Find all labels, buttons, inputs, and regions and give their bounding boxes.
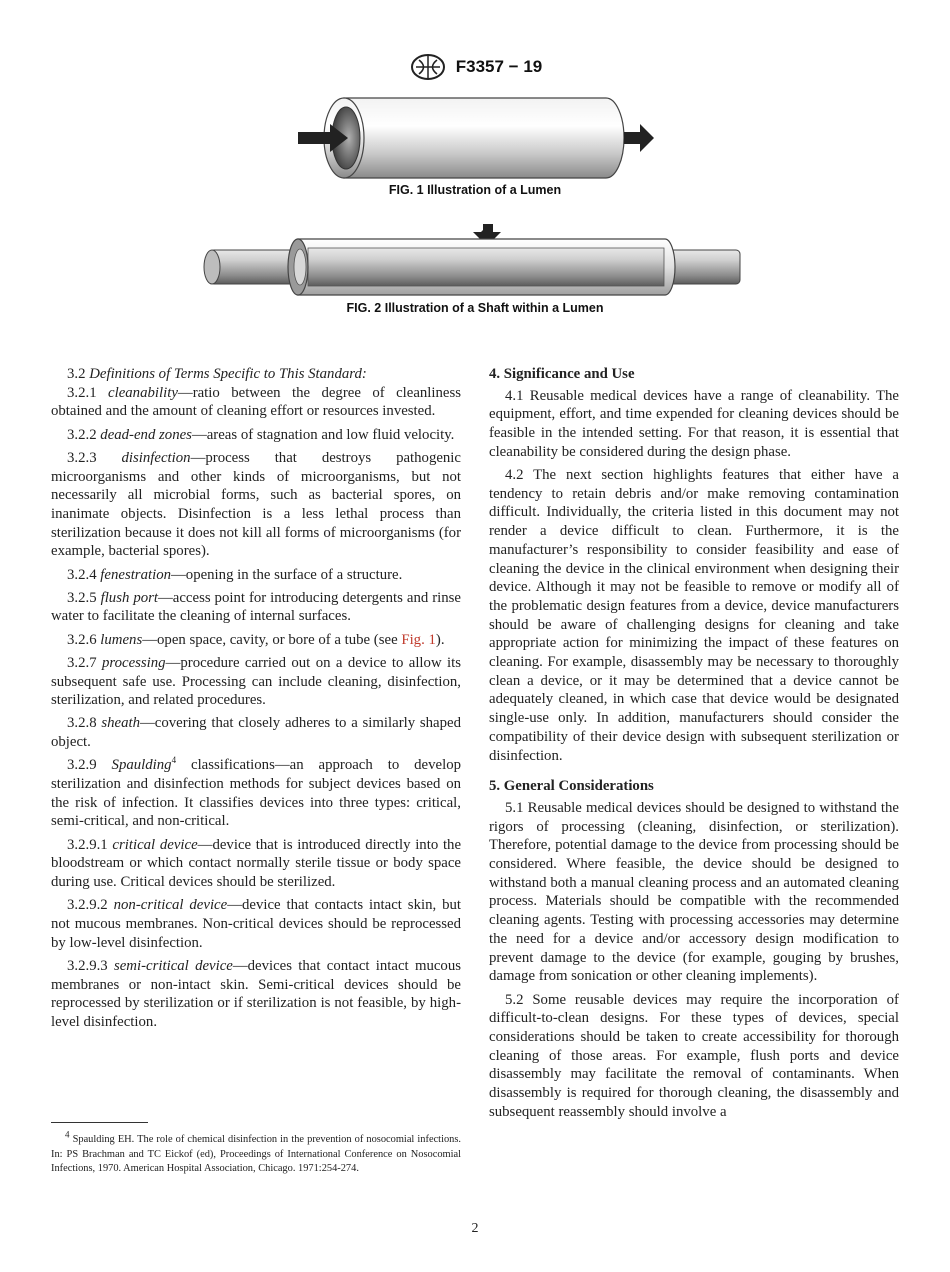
def-3-2-6: 3.2.6 lumens—open space, cavity, or bore of a tube (see Fig. 1).: [67, 631, 445, 648]
para-4-1: 4.1 Reusable medical devices have a range of cleanability. The equipment, effort, and time expended for cleaning devices should be feasible in the intended setting. For that reason, it is essential that cleanability be considered during the design phase.: [489, 387, 900, 460]
para-4-2: 4.2 The next section highlights features that either have a tendency to retain debris and/or make removing contamination difficult. Individually, the criteria listed in this document may not render a device difficult to clean. Furthermore, it is the manufacturer’s responsibility to consider feasibility and ease of cleaning the device in the clinical environment when designing their device. Although it may not be feasible to remove or modify all of the problematic design features from a device, device manufacturers should be aware of challenging designs for cleaning and take appropriate action for minimizing the impact of these features on cleaning. For example, disassembly may be necessary to thoroughly clean a device, or it may be determined that a device cannot be adequately cleaned, in which case that device would be designated single-use only. In addition, manufacturers should consider the compatibility of their device design with subsequent sterilization or disinfection.: [489, 467, 899, 764]
section-3-2: 3.2 Definitions of Terms Specific to This Standard:: [67, 366, 367, 382]
def-3-2-9-2: 3.2.9.2 non-critical device—device that contacts intact skin, but not mucous membranes. Non-critical devices should be reprocessed by low-level disinfection.: [51, 897, 462, 951]
para-5-2: 5.2 Some reusable devices may require the incorporation of difficult-to-clean designs. For these types of devices, special considerations should be taken to create accessibility for thorough cleaning of those areas. For example, flush ports and device disassembly may facilitate the removal of contaminants. When disassembly is required for thorough cleaning, the disassembly and subsequent reassembly should involve a: [489, 991, 899, 1120]
def-3-2-9-1: 3.2.9.1 critical device—device that is introduced directly into the bloodstream or which contact normally sterile tissue or body space during use. Critical devices should be sterilized.: [51, 836, 462, 891]
right-column: [489, 365, 899, 1126]
astm-logo-icon: [408, 52, 448, 82]
left-column: [51, 365, 461, 1036]
heading-section-4: 4. Significance and Use: [489, 366, 635, 382]
def-3-2-9-3: 3.2.9.3 semi-critical device—devices that contact intact mucous membranes or non-intact skin. Semi-critical devices should be reprocessed by sterilization or if sterilization is not feasible, by high-level disinfection.: [51, 957, 461, 1030]
def-3-2-7: 3.2.7 processing—procedure carried out on a device to allow its subsequent safe use. Processing can include cleaning, disinfection, sterilization, and related procedures.: [51, 654, 462, 709]
def-3-2-2: 3.2.2 dead-end zones—areas of stagnation and low fluid velocity.: [67, 426, 455, 443]
def-3-2-3: 3.2.3 disinfection—process that destroys pathogenic microorganisms and other kinds of microorganisms, but not necessarily all microbial forms, such as bacterial spores, on inanimate objects. Disinfection is a less lethal process than sterilization because it does not kill all forms of microorganisms (for example, bacterial spores).: [51, 449, 461, 560]
page-header: [0, 52, 950, 82]
def-3-2-5: 3.2.5 flush port—access point for introducing detergents and rinse water to facilitate the cleaning of internal surfaces.: [51, 589, 461, 625]
para-5-1: 5.1 Reusable medical devices should be designed to withstand the rigors of processing (cleaning, disinfection, or sterilization). Therefore, potential damage to the device from processing should be considered. Where feasible, the device should be designed to withstand both a manual cleaning process and an automated cleaning process. Materials should be compatible with the recommended cleaning agents. Testing with processing accessories may determine the need for a device and/or accessory design modification to prevent damage to the device (for example, gouging by brushes, damage from sonication or other cleaning implements).: [489, 799, 899, 985]
figure-2-caption: FIG. 2 Illustration of a Shaft within a Lumen: [346, 301, 604, 315]
lumen-illustration: [296, 96, 656, 182]
shaft-within-lumen-illustration: [200, 222, 750, 302]
standard-designation: F3357 − 19: [455, 57, 543, 76]
heading-section-5: 5. General Considerations: [489, 778, 654, 795]
footnote-4: $^4$ Spaulding EH. The role of chemical disinfection in the prevention of nosocomial infections. In: PS Brachman and TC Eickof (ed), Proceedings of International Conference on Nosocomial Infections, 1970. American Hospital Association, Chicago. 1971:254-274.: [51, 1129, 461, 1175]
def-3-2-9: 3.2.9 Spaulding$^4$ classifications—an approach to develop sterilization and disinfection methods for subject devices based on the risk of infection. It classifies devices into three types: critical, semi-critical, and non-critical.: [51, 755, 461, 830]
footnote-rule: [51, 1122, 148, 1123]
page-number: 2: [471, 1221, 479, 1236]
def-3-2-4: 3.2.4 fenestration—opening in the surface of a structure.: [67, 566, 403, 583]
fig-1-link[interactable]: Fig. 1: [401, 631, 436, 648]
def-3-2-1: 3.2.1 cleanability—ratio between the degree of cleanliness obtained and the amount of cleaning effort or resources invested.: [51, 384, 462, 420]
figure-1-caption: FIG. 1 Illustration of a Lumen: [388, 183, 562, 197]
def-3-2-8: 3.2.8 sheath—covering that closely adheres to a similarly shaped object.: [51, 715, 461, 751]
